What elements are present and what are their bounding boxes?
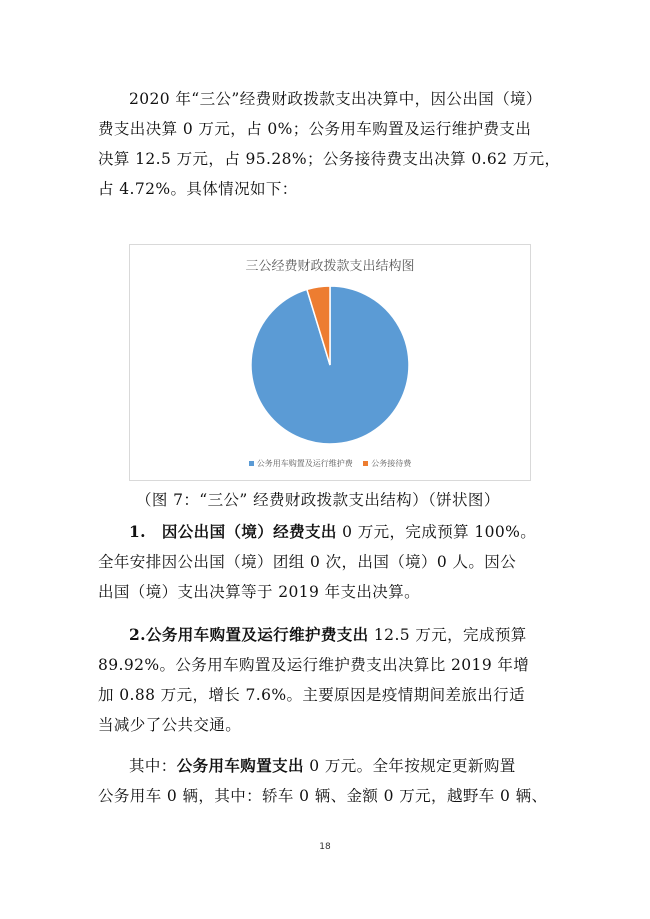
section-1-line-2: 全年安排因公出国（境）团组 0 次，出国（境）0 人。因公	[98, 553, 517, 571]
figure-caption: （图 7：“三公” 经费财政拨款支出结构）（饼状图）	[136, 491, 500, 509]
section-3-text-1: 0 万元。全年按规定更新购置	[303, 757, 516, 775]
section-3	[98, 751, 558, 811]
section-2-text-1: 12.5 万元，完成预算	[368, 626, 527, 644]
section-1-text-1: 0 万元，完成预算 100%。	[336, 523, 537, 541]
pie-chart-svg	[130, 245, 530, 480]
section-2-line-4: 当减少了公共交通。	[98, 716, 242, 734]
legend-label-reception: 公务接待费	[371, 459, 412, 468]
section-2	[98, 620, 558, 740]
section-2-line-3: 加 0.88 万元，增长 7.6%。主要原因是疫情期间差旅出行适	[98, 686, 525, 704]
page-number: 18	[319, 842, 331, 852]
section-3-heading: 公务用车购置支出	[176, 756, 304, 775]
section-2-heading: 2.公务用车购置及运行维护费支出	[129, 625, 369, 644]
legend-swatch-reception	[363, 461, 368, 466]
legend-item-reception	[363, 458, 411, 469]
section-3-prefix: 其中：	[129, 757, 177, 775]
section-3-line-1	[98, 751, 558, 781]
pie-chart	[129, 244, 531, 481]
section-1-heading: 1. 因公出国（境）经费支出	[129, 522, 337, 541]
intro-paragraph	[98, 84, 561, 204]
section-1-line-1	[98, 517, 558, 547]
chart-legend	[130, 458, 530, 469]
section-3-line-2: 公务用车 0 辆，其中：轿车 0 辆、金额 0 万元，越野车 0 辆、	[98, 787, 548, 805]
section-1-line-3: 出国（境）支出决算等于 2019 年支出决算。	[98, 583, 421, 601]
legend-label-vehicle: 公务用车购置及运行维护费	[256, 459, 353, 468]
section-2-line-2: 89.92%。公务用车购置及运行维护费支出决算比 2019 年增	[98, 656, 530, 674]
intro-line-3: 决算 12.5 万元，占 95.28%；公务接待费支出决算 0.62 万元，	[98, 150, 561, 168]
legend-item-vehicle	[249, 458, 353, 469]
chart-title: 三公经费财政拨款支出结构图	[245, 259, 415, 274]
intro-line-2: 费支出决算 0 万元，占 0%；公务用车购置及运行维护费支出	[98, 120, 532, 138]
section-2-line-1	[98, 620, 558, 650]
legend-swatch-vehicle	[249, 461, 254, 466]
intro-line-4: 占 4.72%。具体情况如下：	[98, 180, 298, 198]
section-1	[98, 517, 558, 607]
intro-line-1: 2020 年“三公”经费财政拨款支出决算中，因公出国（境）	[129, 90, 542, 108]
